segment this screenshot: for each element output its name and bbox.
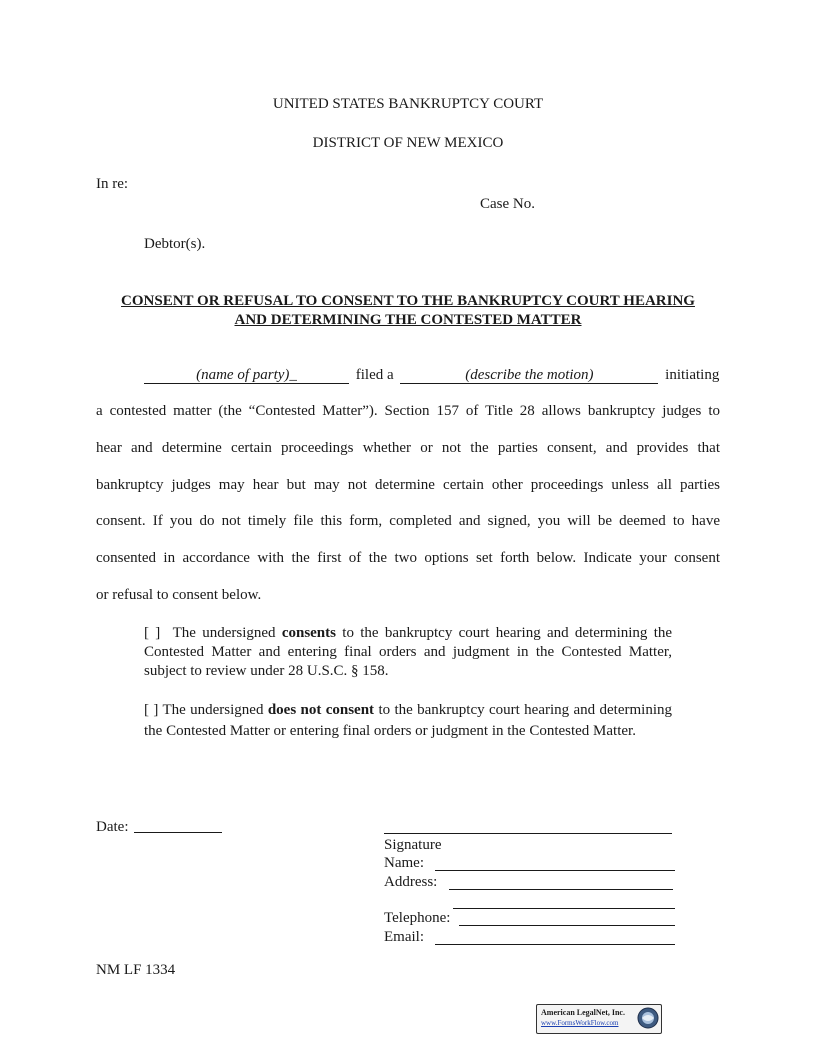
in-re-label: In re: [96, 176, 129, 192]
debtor-label: Debtor(s). [144, 236, 206, 252]
consent-keyword: consents [281, 625, 336, 641]
title-line-2: AND DETERMINING THE CONTESTED MATTER [234, 312, 582, 328]
date-field[interactable] [134, 832, 222, 833]
consent-text-post: to the bankruptcy court hearing and determining the Contested Matter and entering final orders and judgment in the Contested Matter, subject to review under 28 U.S.C. § 158. [144, 625, 673, 679]
refusal-text-pre: The undersigned [162, 702, 264, 718]
address-field-line-1[interactable] [449, 889, 673, 890]
body-line: hear and determine certain proceedings whether or not the parties consent, and provides that [96, 440, 720, 456]
date-label: Date: [96, 819, 129, 835]
refusal-checkbox[interactable]: [ ] [144, 702, 159, 718]
telephone-field[interactable] [459, 925, 675, 926]
body-line: a contested matter (the “Contested Matter”). Section 157 of Title 28 allows bankruptcy judges to [96, 403, 720, 419]
address-label: Address: [384, 874, 438, 890]
refusal-text-post: to the bankruptcy court hearing and determining the Contested Matter or entering final orders or judgment in the Contested Matter. [144, 702, 673, 739]
globe-icon [637, 1007, 659, 1029]
party-name-field[interactable]: (name of party)_ [144, 367, 349, 384]
consent-option [144, 624, 672, 681]
initiating-text: initiating [665, 367, 720, 383]
body-line: consent. If you do not timely file this form, completed and signed, you will be deemed to have [96, 513, 720, 529]
publisher-url[interactable]: www.FormsWorkFlow.com [541, 1019, 619, 1027]
body-line-last: or refusal to consent below. [96, 587, 262, 603]
email-label: Email: [384, 929, 424, 945]
case-number-label: Case No. [480, 196, 535, 212]
signature-line[interactable] [384, 833, 672, 834]
district-name: DISTRICT OF NEW MEXICO [312, 135, 504, 151]
court-name: UNITED STATES BANKRUPTCY COURT [272, 96, 544, 112]
publisher-name: American LegalNet, Inc. [541, 1008, 625, 1017]
filed-a-text: filed a [355, 367, 394, 383]
signature-label: Signature [384, 837, 442, 853]
body-line: bankruptcy judges may hear but may not determine certain other proceedings unless all parties [96, 477, 720, 493]
title-line-1: CONSENT OR REFUSAL TO CONSENT TO THE BANKRUPTCY COURT HEARING [121, 293, 695, 309]
refusal-option [144, 700, 672, 742]
publisher-logo[interactable] [536, 1004, 662, 1034]
address-field-line-2[interactable] [453, 908, 675, 909]
name-field[interactable] [435, 870, 675, 871]
body-line: consented in accordance with the first of the two options set forth below. Indicate your consent [96, 550, 720, 566]
intro-line [144, 367, 720, 384]
form-id: NM LF 1334 [96, 962, 176, 978]
document-title [96, 292, 720, 330]
consent-checkbox[interactable]: [ ] [144, 625, 161, 641]
motion-description-field[interactable]: (describe the motion) [400, 367, 658, 384]
email-field[interactable] [435, 944, 675, 945]
telephone-label: Telephone: [384, 910, 451, 926]
consent-text-pre: The undersigned [172, 625, 276, 641]
refusal-keyword: does not consent [267, 702, 375, 718]
name-label: Name: [384, 855, 424, 871]
